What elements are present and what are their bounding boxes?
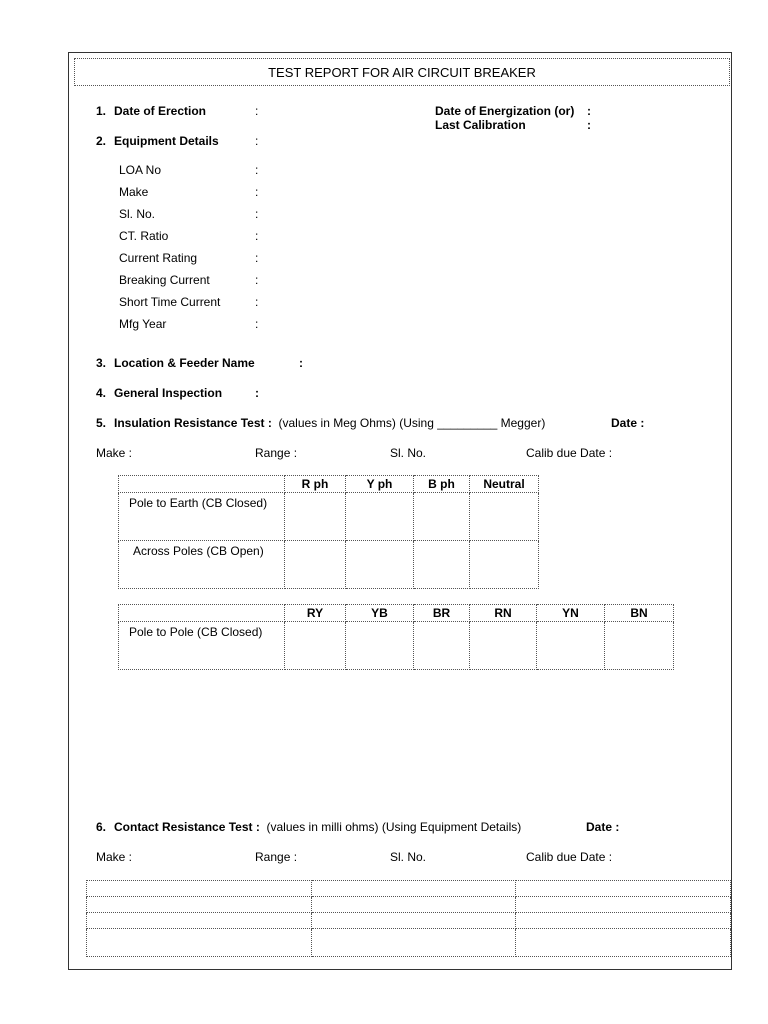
table-header-cell: YN	[537, 605, 605, 622]
row-label: Across Poles (CB Open)	[119, 541, 285, 589]
section-5-note: (values in Meg Ohms) (Using _________ Megger)	[278, 416, 546, 430]
table-row	[87, 929, 731, 957]
colon: :	[587, 104, 591, 118]
meta-calib: Calib due Date :	[526, 850, 613, 864]
equipment-detail-label: LOA No	[119, 163, 162, 177]
section-6-date-label: Date :	[586, 820, 620, 834]
table-cell	[414, 622, 470, 670]
table-cell	[414, 493, 470, 541]
meta-slno: Sl. No.	[390, 446, 427, 460]
table-cell	[87, 881, 312, 897]
table-cell	[312, 897, 516, 913]
table-cell	[516, 929, 731, 957]
table-header-cell	[119, 476, 285, 493]
section-4-heading: 4. General Inspection	[96, 386, 223, 400]
table-header-cell: YB	[346, 605, 414, 622]
row-label: Pole to Pole (CB Closed)	[119, 622, 285, 670]
section-5-date-label: Date :	[611, 416, 645, 430]
colon: :	[255, 104, 259, 118]
table-cell	[605, 622, 674, 670]
table-header-cell: R ph	[285, 476, 346, 493]
colon: :	[255, 386, 259, 400]
section-6-heading: 6. Contact Resistance Test : (values in milli ohms) (Using Equipment Details)	[96, 820, 522, 834]
meta-slno: Sl. No.	[390, 850, 427, 864]
section-6-note: (values in milli ohms) (Using Equipment Details)	[266, 820, 522, 834]
table-cell	[87, 929, 312, 957]
table-header-cell: BR	[414, 605, 470, 622]
colon: :	[299, 356, 303, 370]
section-1-heading: 1. Date of Erection	[96, 104, 207, 118]
table-row	[87, 913, 731, 929]
table-cell	[537, 622, 605, 670]
table-cell	[346, 541, 414, 589]
table-cell	[346, 493, 414, 541]
equipment-detail-label: Make	[119, 185, 149, 199]
colon: :	[255, 185, 259, 199]
ir-table-pole-earth	[118, 475, 539, 589]
table-cell	[470, 622, 537, 670]
table-row	[87, 897, 731, 913]
table-row	[119, 541, 539, 589]
table-row	[119, 622, 674, 670]
meta-make: Make :	[96, 446, 133, 460]
equipment-detail-label: Mfg Year	[119, 317, 167, 331]
table-cell	[285, 541, 346, 589]
equipment-detail-label: Current Rating	[119, 251, 198, 265]
row-label: Pole to Earth (CB Closed)	[119, 493, 285, 541]
table-cell	[312, 913, 516, 929]
meta-range: Range :	[255, 446, 298, 460]
table-cell	[285, 493, 346, 541]
colon: :	[255, 207, 259, 221]
table-header-cell: RY	[285, 605, 346, 622]
table-header-cell: B ph	[414, 476, 470, 493]
section-5-heading: 5. Insulation Resistance Test : (values in Meg Ohms) (Using _________ Megger)	[96, 416, 546, 430]
meta-calib: Calib due Date :	[526, 446, 613, 460]
equipment-detail-label: CT. Ratio	[119, 229, 169, 243]
table-row	[119, 493, 539, 541]
table-cell	[87, 897, 312, 913]
table-cell	[346, 622, 414, 670]
colon: :	[255, 163, 259, 177]
table-row	[87, 881, 731, 897]
meta-range: Range :	[255, 850, 298, 864]
table-cell	[414, 541, 470, 589]
equipment-detail-label: Breaking Current	[119, 273, 210, 287]
table-cell	[516, 881, 731, 897]
ir-table-pole-pole	[118, 604, 674, 670]
date-energization-label: Date of Energization (or)	[435, 104, 575, 118]
table-cell	[312, 881, 516, 897]
section-2-heading: 2. Equipment Details	[96, 134, 219, 148]
last-calibration-label: Last Calibration	[435, 118, 526, 132]
table-cell	[470, 493, 539, 541]
table-header-row	[119, 476, 539, 493]
table-cell	[312, 929, 516, 957]
table-header-cell: Neutral	[470, 476, 539, 493]
colon: :	[255, 295, 259, 309]
table-header-row	[119, 605, 674, 622]
table-header-cell: Y ph	[346, 476, 414, 493]
report-title: TEST REPORT FOR AIR CIRCUIT BREAKER	[74, 58, 730, 86]
equipment-detail-label: Sl. No.	[119, 207, 156, 221]
equipment-detail-label: Short Time Current	[119, 295, 221, 309]
colon: :	[255, 134, 259, 148]
meta-make: Make :	[96, 850, 133, 864]
colon: :	[255, 273, 259, 287]
table-cell	[87, 913, 312, 929]
table-header-cell: RN	[470, 605, 537, 622]
section-3-heading: 3. Location & Feeder Name	[96, 356, 255, 370]
table-cell	[516, 897, 731, 913]
colon: :	[587, 118, 591, 132]
colon: :	[255, 251, 259, 265]
colon: :	[255, 229, 259, 243]
table-cell	[285, 622, 346, 670]
table-cell	[516, 913, 731, 929]
colon: :	[255, 317, 259, 331]
table-cell	[470, 541, 539, 589]
contact-resistance-table	[86, 880, 731, 957]
table-header-cell	[119, 605, 285, 622]
table-header-cell: BN	[605, 605, 674, 622]
